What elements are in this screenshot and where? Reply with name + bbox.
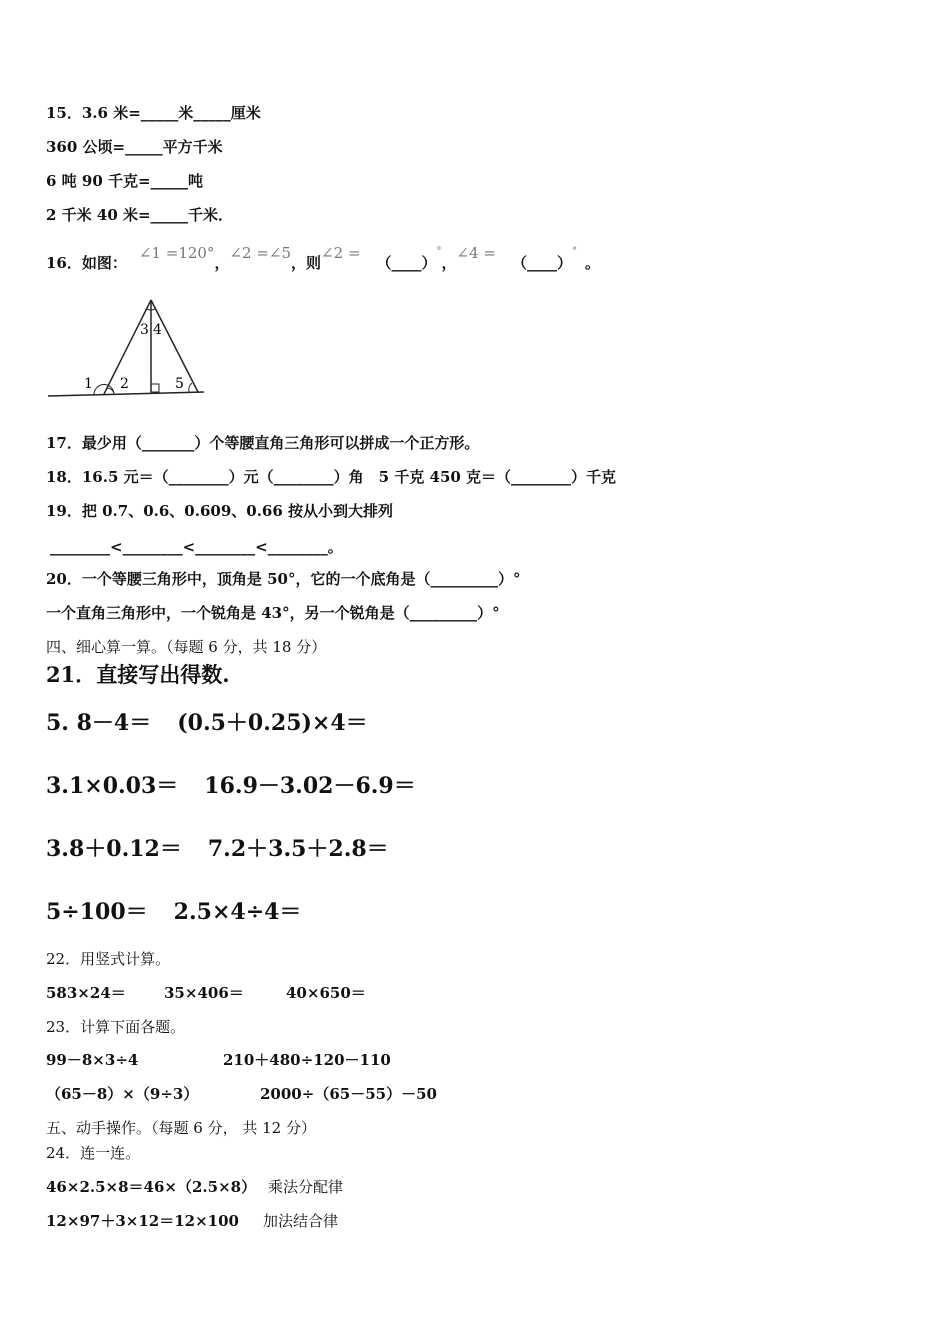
q24-expr: 12×97＋3×12＝12×100 bbox=[46, 1212, 239, 1230]
q21-row-3 bbox=[46, 832, 389, 863]
q21-expr: 5÷100＝ bbox=[46, 899, 148, 925]
label-3: 3 bbox=[140, 322, 149, 338]
q15-line-2: 360 公顷=_____平方千米 bbox=[46, 138, 223, 156]
angle4-ask: ∠4 = bbox=[456, 244, 496, 262]
q23-item: （65－8）×（9÷3） bbox=[46, 1085, 199, 1103]
angle2-ask: ∠2 = bbox=[321, 244, 361, 262]
q18: 18．16.5 元＝（________）元（________）角 5 千克 450 克＝（________）千克 bbox=[46, 468, 617, 486]
q16-blank-2: （____） bbox=[512, 254, 573, 272]
q15-line-3: 6 吨 90 千克=_____吨 bbox=[46, 172, 204, 190]
q17: 17．最少用（_______）个等腰直角三角形可以拼成一个正方形。 bbox=[46, 434, 480, 452]
q23-item: 99－8×3÷4 bbox=[46, 1051, 139, 1069]
q19-line-1: 19．把 0.7、0.6、0.609、0.66 按从小到大排列 bbox=[46, 502, 394, 520]
q21-row-2 bbox=[46, 769, 416, 800]
q19-line-2: ________<________<________<________。 bbox=[50, 538, 343, 556]
section-4-heading: 四、细心算一算。（每题 6 分，共 18 分） bbox=[46, 638, 327, 656]
q22-item: 583×24＝ bbox=[46, 984, 126, 1002]
q16-prefix: 16．如图： bbox=[46, 254, 127, 272]
q21-expr: 7.2＋3.5＋2.8＝ bbox=[207, 836, 389, 862]
section-5-heading: 五、动手操作。（每题 6 分， 共 12 分） bbox=[46, 1119, 316, 1137]
q21-row-1 bbox=[46, 706, 368, 737]
angle1-expr: ∠1 =120° bbox=[138, 244, 215, 262]
label-1: 1 bbox=[84, 376, 93, 392]
q21-expr: 2.5×4÷4＝ bbox=[173, 899, 302, 925]
angle-arc-2 bbox=[107, 388, 114, 393]
q20-line-1: 20．一个等腰三角形中，顶角是 50°，它的一个底角是（_________）° bbox=[46, 570, 521, 588]
q16-blank-1: （____） bbox=[376, 254, 437, 272]
q23-item: 210＋480÷120－110 bbox=[223, 1051, 391, 1069]
q21-expr: 5. 8－4＝ bbox=[46, 710, 152, 736]
angle-arc-5 bbox=[189, 383, 192, 392]
q21-expr: 3.8＋0.12＝ bbox=[46, 836, 182, 862]
q21-expr: 16.9－3.02－6.9＝ bbox=[204, 773, 416, 799]
q22-item: 35×406＝ bbox=[164, 984, 244, 1002]
base-line bbox=[48, 392, 204, 396]
label-5: 5 bbox=[175, 376, 184, 392]
q20-line-2: 一个直角三角形中，一个锐角是 43°，另一个锐角是（_________）° bbox=[46, 604, 500, 622]
q21-row-4 bbox=[46, 895, 301, 926]
q16-comma-2: ， bbox=[441, 254, 457, 272]
q23-title: 23．计算下面各题。 bbox=[46, 1018, 186, 1036]
angle2-expr: ∠2 =∠5 bbox=[229, 244, 292, 262]
q23-item: 2000÷（65－55）－50 bbox=[260, 1085, 437, 1103]
q24-law: 乘法分配律 bbox=[268, 1178, 344, 1196]
label-4: 4 bbox=[153, 322, 162, 338]
right-angle-mark bbox=[151, 384, 159, 392]
q21-title-text: 21．直接写出得数. bbox=[46, 662, 230, 687]
q21-title bbox=[46, 659, 230, 689]
q16-comma-1: ， bbox=[214, 254, 230, 272]
q16-line bbox=[46, 244, 601, 273]
q24-law: 加法结合律 bbox=[263, 1212, 339, 1230]
label-2: 2 bbox=[120, 376, 129, 392]
q24-expr: 46×2.5×8＝46×（2.5×8） bbox=[46, 1178, 257, 1196]
q16-then: ，则 bbox=[291, 254, 322, 272]
q16-end: 。 bbox=[585, 254, 601, 272]
q15-line-1: 15．3.6 米=_____米_____厘米 bbox=[46, 104, 261, 122]
q22-title: 22．用竖式计算。 bbox=[46, 950, 171, 968]
q21-expr: 3.1×0.03＝ bbox=[46, 773, 179, 799]
q22-item: 40×650＝ bbox=[286, 984, 366, 1002]
degree-mark-2: ° bbox=[572, 246, 578, 257]
q15-line-4: 2 千米 40 米=_____千米． bbox=[46, 206, 234, 224]
q21-expr: (0.5＋0.25)×4＝ bbox=[177, 710, 368, 736]
triangle-figure bbox=[44, 292, 214, 402]
q24-title: 24．连一连。 bbox=[46, 1144, 141, 1162]
degree-mark-1: ° bbox=[436, 246, 442, 257]
